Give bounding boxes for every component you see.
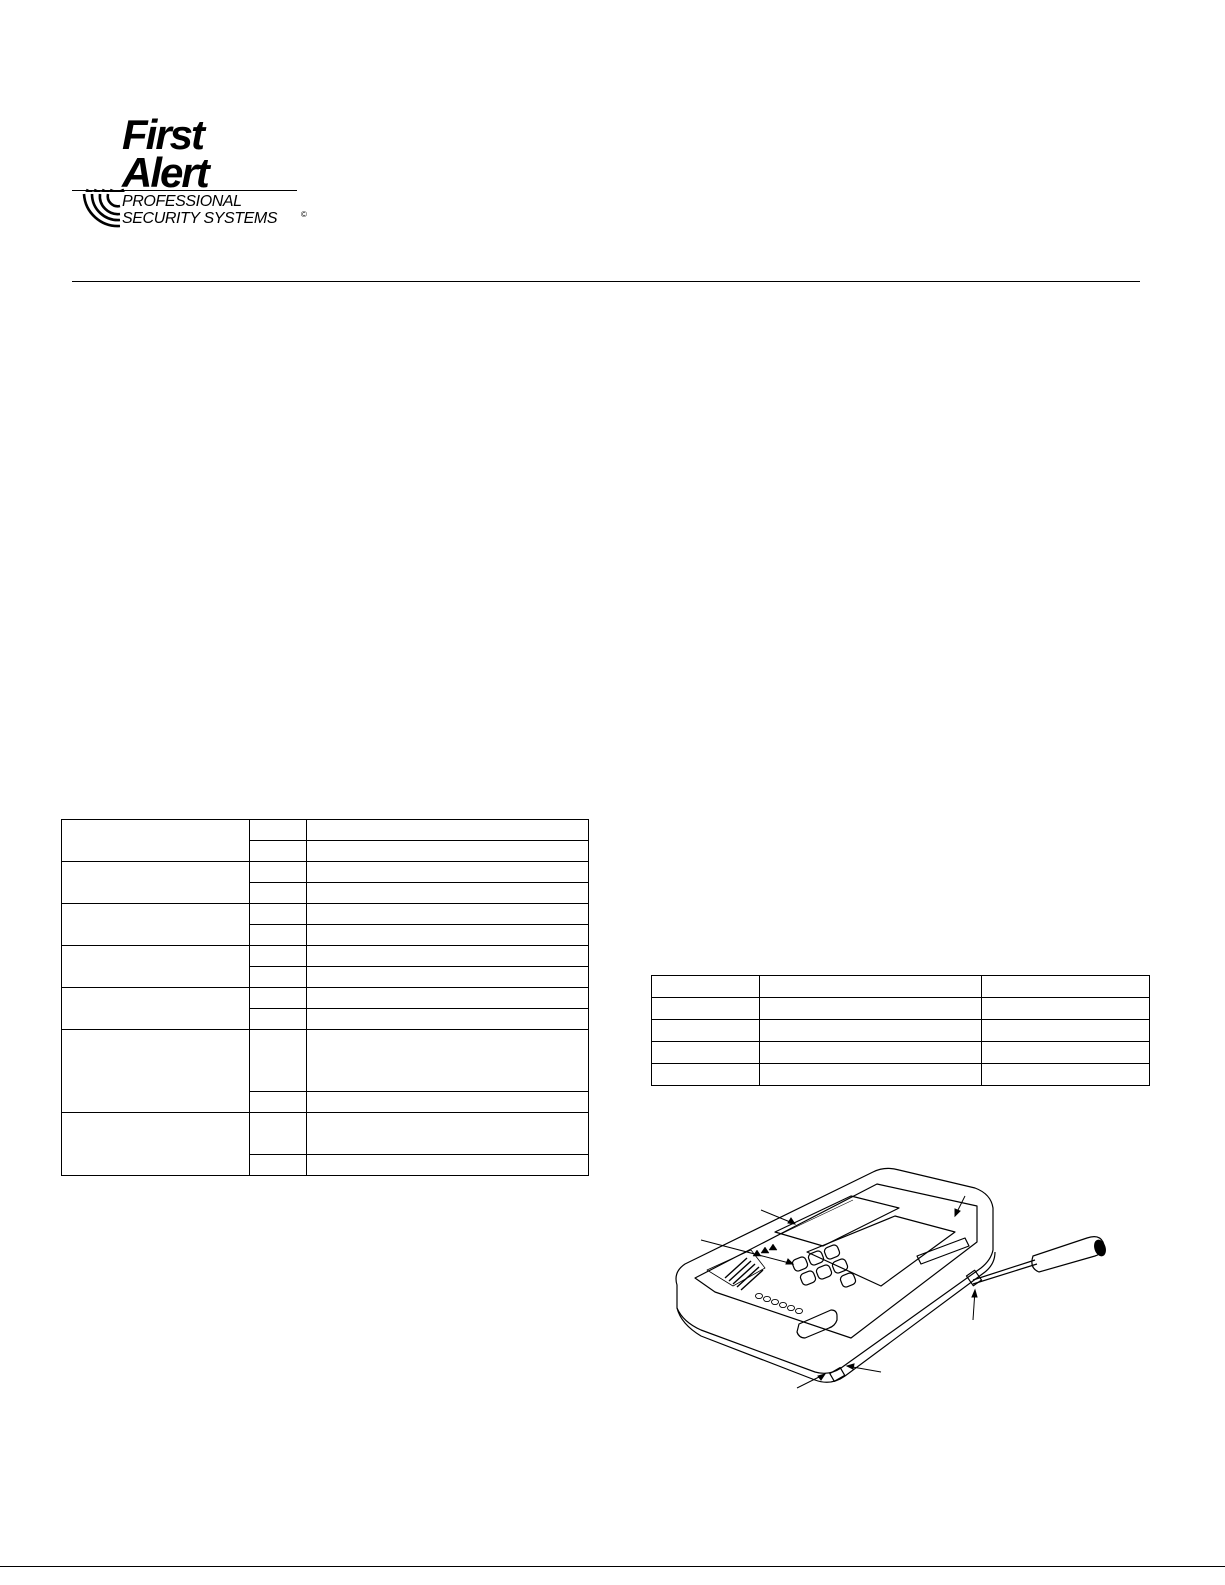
- table-cell: [760, 1064, 982, 1086]
- table-cell: [250, 883, 307, 904]
- table-cell: [307, 883, 589, 904]
- logo-rule: [72, 190, 297, 191]
- table-cell: [250, 820, 307, 841]
- left-spec-table: [61, 819, 589, 1176]
- callout-arrow: [701, 1240, 793, 1264]
- table-cell: [250, 1155, 307, 1176]
- table-cell: [250, 925, 307, 946]
- table-row: [62, 862, 589, 883]
- table-cell: [982, 1064, 1150, 1086]
- table-header-row: [652, 976, 1150, 998]
- table-cell: [760, 998, 982, 1020]
- table-cell: [307, 1009, 589, 1030]
- logo-word-first: First: [122, 111, 204, 158]
- table-cell: [307, 1155, 589, 1176]
- sound-wave-icon: [80, 150, 126, 192]
- callout-arrows: [701, 1196, 977, 1388]
- table-row: [62, 988, 589, 1009]
- table-cell: [250, 1030, 307, 1092]
- table-row: [652, 1064, 1150, 1086]
- table-cell: [982, 1042, 1150, 1064]
- table-cell-group-label: [62, 1113, 250, 1176]
- table-row: [652, 1020, 1150, 1042]
- table-cell: [250, 904, 307, 925]
- table-cell: [652, 1020, 760, 1042]
- table-row: [62, 820, 589, 841]
- table-cell: [307, 820, 589, 841]
- table-cell: [652, 1064, 760, 1086]
- table-row: [652, 1042, 1150, 1064]
- brand-logo: [72, 112, 322, 242]
- table-cell: [760, 976, 982, 998]
- indicator-leds: [756, 1293, 803, 1313]
- table-cell: [307, 1092, 589, 1113]
- table-cell: [250, 1113, 307, 1155]
- logo-subtitle-line2: SECURITY SYSTEMS: [122, 210, 278, 227]
- table-cell-group-label: [62, 988, 250, 1030]
- table-cell: [250, 1009, 307, 1030]
- table-row: [62, 904, 589, 925]
- header-divider: [72, 281, 1140, 282]
- right-spec-table: [651, 975, 1150, 1086]
- table-cell: [250, 841, 307, 862]
- table-row: [62, 946, 589, 967]
- table-cell-group-label: [62, 904, 250, 946]
- logo-registered-mark: ©: [301, 210, 307, 219]
- table-row: [652, 998, 1150, 1020]
- device-base-edge: [677, 1252, 995, 1382]
- table-cell: [250, 862, 307, 883]
- table-cell-group-label: [62, 862, 250, 904]
- sound-wave-icon: [80, 192, 122, 228]
- table-row: [62, 1113, 589, 1155]
- table-row: [62, 1030, 589, 1092]
- logo-word-alert: Alert: [122, 149, 208, 196]
- table-cell: [982, 1020, 1150, 1042]
- table-cell: [307, 904, 589, 925]
- keypad-keys: [791, 1244, 856, 1288]
- table-cell: [982, 998, 1150, 1020]
- table-cell: [307, 925, 589, 946]
- bottom-slot: [797, 1310, 837, 1338]
- table-cell: [760, 1042, 982, 1064]
- table-cell: [982, 976, 1150, 998]
- label-slot: [917, 1238, 969, 1264]
- table-cell: [307, 946, 589, 967]
- table-cell: [250, 946, 307, 967]
- footer-divider: [0, 1566, 1225, 1567]
- table-cell: [307, 862, 589, 883]
- table-cell: [307, 967, 589, 988]
- table-cell: [652, 976, 760, 998]
- table-cell: [307, 841, 589, 862]
- table-cell-group-label: [62, 820, 250, 862]
- table-cell: [307, 1113, 589, 1155]
- table-cell: [652, 998, 760, 1020]
- table-cell: [652, 1042, 760, 1064]
- table-cell: [250, 967, 307, 988]
- table-cell: [307, 1030, 589, 1092]
- table-cell-group-label: [62, 946, 250, 988]
- table-cell: [250, 988, 307, 1009]
- logo-subtitle-line1: PROFESSIONAL: [122, 193, 242, 210]
- table-cell: [250, 1092, 307, 1113]
- release-tab: [830, 1368, 845, 1382]
- table-cell: [307, 988, 589, 1009]
- table-cell-group-label: [62, 1030, 250, 1113]
- keypad-device-illustration: [655, 1160, 1125, 1400]
- table-cell: [760, 1020, 982, 1042]
